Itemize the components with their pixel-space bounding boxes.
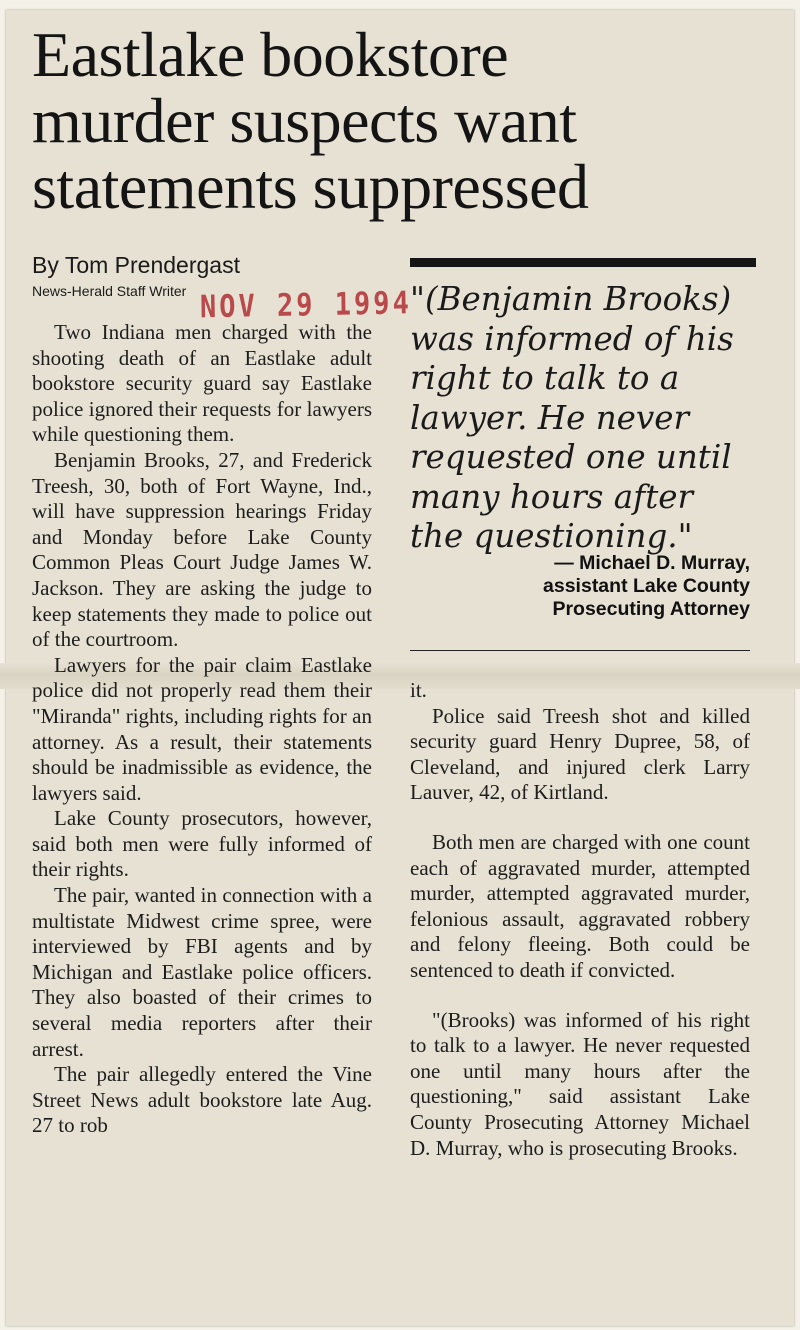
attribution-line: Prosecuting Attorney <box>552 598 750 620</box>
pullquote-top-rule <box>410 258 756 267</box>
pull-quote: "(Benjamin Brooks) was informed of his right to talk to a lawyer. He never requested one until many hours after the questioning." <box>410 280 734 555</box>
headline <box>32 19 772 222</box>
paragraph: it. <box>410 678 427 702</box>
paragraph: Two Indiana men charged with the shooting death of an Eastlake adult bookstore security guard say Eastlake police ignored their requests for lawyers while questioning them. <box>32 320 372 447</box>
headline-line: murder suspects want <box>32 85 577 156</box>
byline: By Tom Prendergast <box>32 252 240 278</box>
left-column <box>32 320 372 1139</box>
paragraph: Lake County prosecutors, however, said both men were fully informed of their rights. <box>32 806 372 882</box>
staff-writer-label: News-Herald Staff Writer <box>32 283 187 299</box>
headline-line: Eastlake bookstore <box>32 19 509 90</box>
paragraph: Benjamin Brooks, 27, and Frederick Treesh, 30, both of Fort Wayne, Ind., will have suppression hearings Friday and Monday before Lake County Common Pleas Court Judge James W. Jackson. They are asking the judge to keep statements they made to police out of the courtroom. <box>32 447 372 652</box>
paragraph: Police said Treesh shot and killed security guard Henry Dupree, 58, of Cleveland, and injured clerk Larry Lauver, 42, of Kirtland. <box>410 703 750 805</box>
attribution-line: — Michael D. Murray, <box>554 552 750 574</box>
paragraph: The pair, wanted in connection with a multistate Midwest crime spree, were interviewed by FBI agents and by Michigan and Eastlake police officers. They also boasted of their crimes to several media reporters after their arrest. <box>32 883 372 1061</box>
pullquote-bottom-rule <box>410 650 750 651</box>
date-stamp: NOV 29 1994 <box>199 285 413 326</box>
attribution-line: assistant Lake County <box>543 575 750 597</box>
paragraph: "(Brooks) was informed of his right to talk to a lawyer. He never requested one until many hours after the questioning," said assistant Lake County Prosecuting Attorney Michael D. Murray, who is prosecuting Brooks. <box>410 1007 750 1160</box>
paragraph: The pair allegedly entered the Vine Street News adult bookstore late Aug. 27 to rob <box>32 1062 372 1138</box>
headline-line: statements suppressed <box>32 151 589 222</box>
right-column <box>410 678 750 1161</box>
paragraph: Lawyers for the pair claim Eastlake police did not properly read them their "Miranda" rights, including rights for an attorney. As a result, their statements should be inadmissible as evidence, the lawyers said. <box>32 652 372 805</box>
paragraph: Both men are charged with one count each of aggravated murder, attempted murder, attempted aggravated murder, felonious assault, aggravated robbery and felony fleeing. Both could be sentenced to death if convicted. <box>410 829 750 982</box>
pull-quote-attribution <box>410 552 750 621</box>
